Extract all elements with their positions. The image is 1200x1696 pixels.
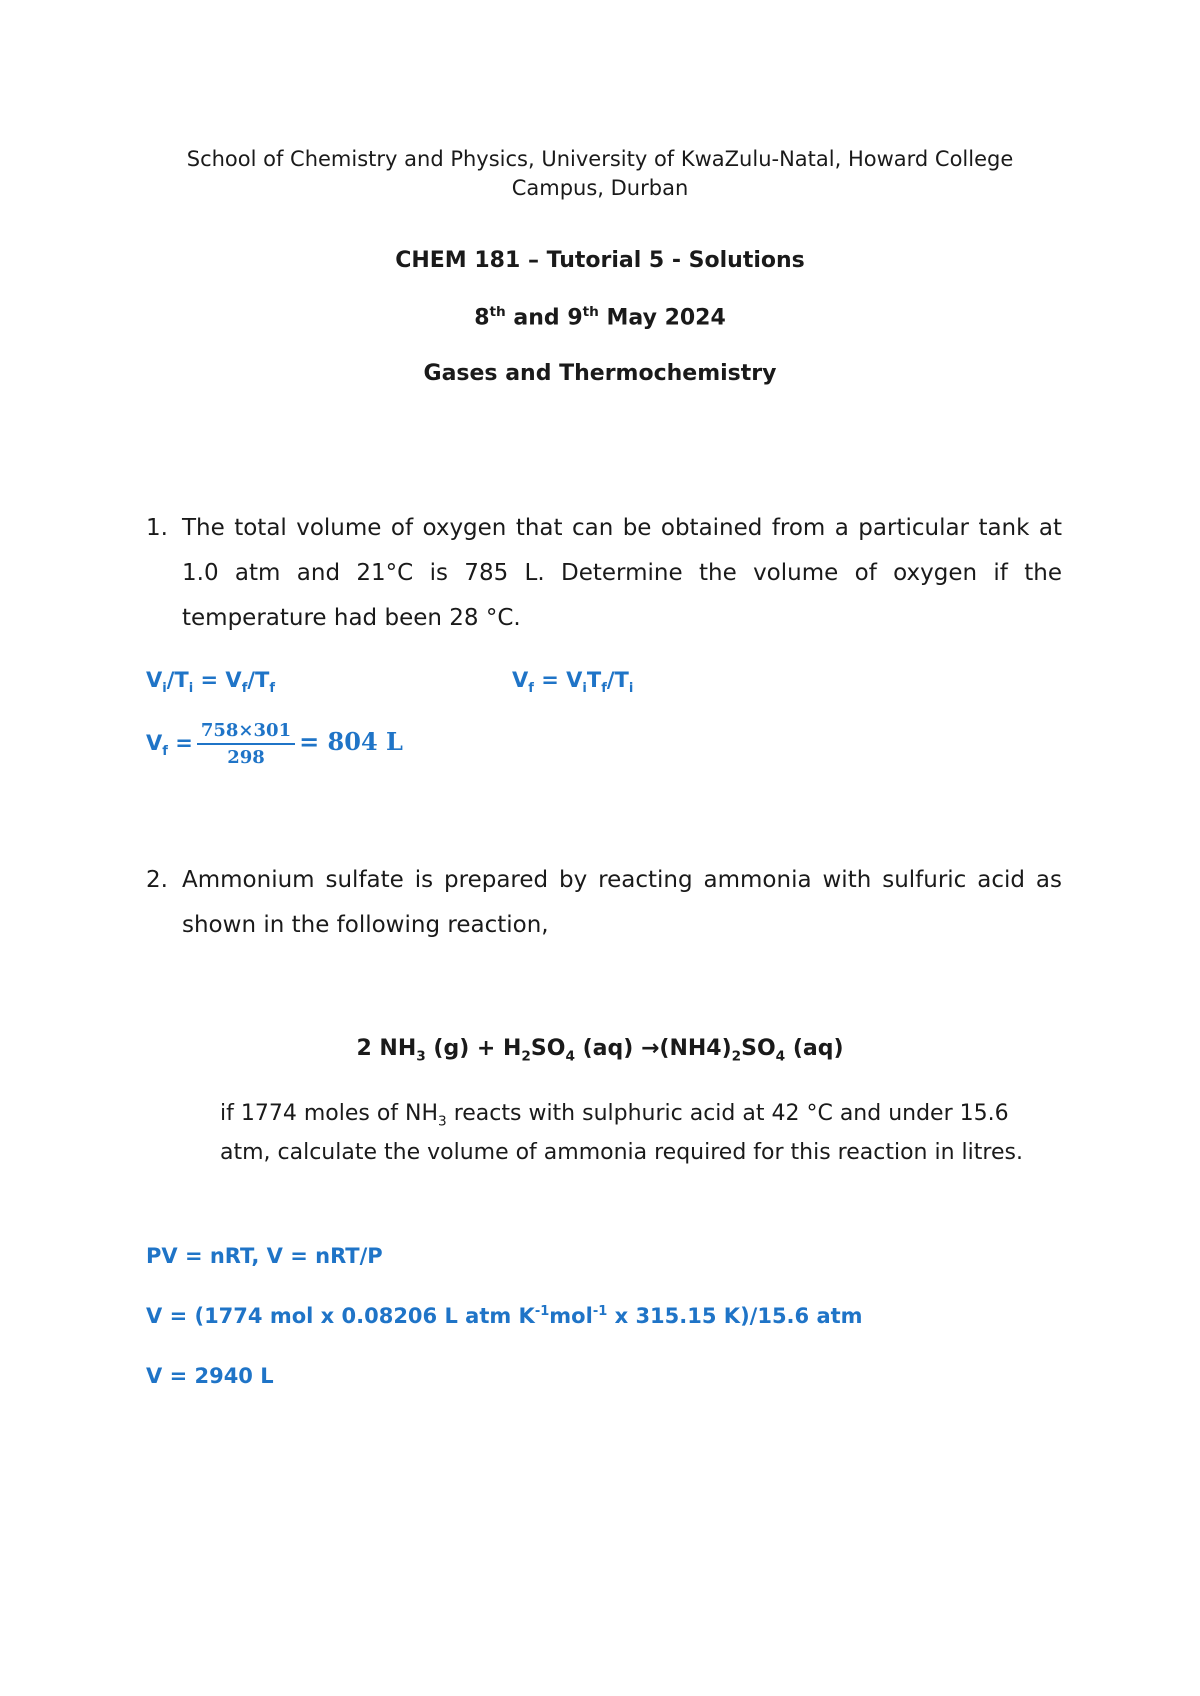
header-line-1: School of Chemistry and Physics, University of KwaZulu-Natal, Howard College [186,147,1014,171]
institution-header [150,145,1050,203]
question-2-number: 2. [146,867,168,893]
q1-calculation: $V_f$ = $\frac{758\times 301}{298}$ = 804 L [146,720,403,768]
header-line-2: Campus, Durban [511,176,689,200]
topic-title: Gases and Thermochemistry [423,361,777,386]
q2-answer-result: V = 2940 L [146,1364,274,1388]
question-2-prompt: if 1774 moles of $NH_3$ reacts with sulphuric acid at 42 °C and under 15.6 atm, calculate the volume of ammonia required for this reaction in litres. [220,1101,1023,1166]
q1-formula-solved: $V_f = V_iT_f/T_i$ [512,668,634,697]
question-1-text: The total volume of oxygen that can be obtained from a particular tank at 1.0 atm and 21°C is 785 L. Determine the volume of oxygen if the temperature had been 28 °C. [182,515,1062,631]
course-title: CHEM 181 – Tutorial 5 - Solutions [395,248,805,273]
q2-answer-formula: PV = nRT, V = nRT/P [146,1244,383,1268]
q1-result: = 804 L [299,727,403,756]
q2-answer-substitution: V = (1774 mol x 0.08206 L atm $K^{-1}mol^{-1}$ x 315.15 K)/15.6 atm [146,1304,863,1328]
reaction-equation: 2 $NH_3$ $(g) + H_2SO_4$ $(aq) \to(NH4)_2SO_4$ (aq) [356,1036,844,1065]
q1-formula-ratio: $V_i/T_i = V_f/T_f$ [146,668,276,697]
q1-fraction: $\frac{758\times 301}{298}$ [197,720,295,768]
question-2-text: Ammonium sulfate is prepared by reacting ammonia with sulfuric acid as shown in the following reaction, [182,867,1062,938]
date-title: 8th and 9th May 2024 [474,304,726,331]
question-1-number: 1. [146,515,168,541]
